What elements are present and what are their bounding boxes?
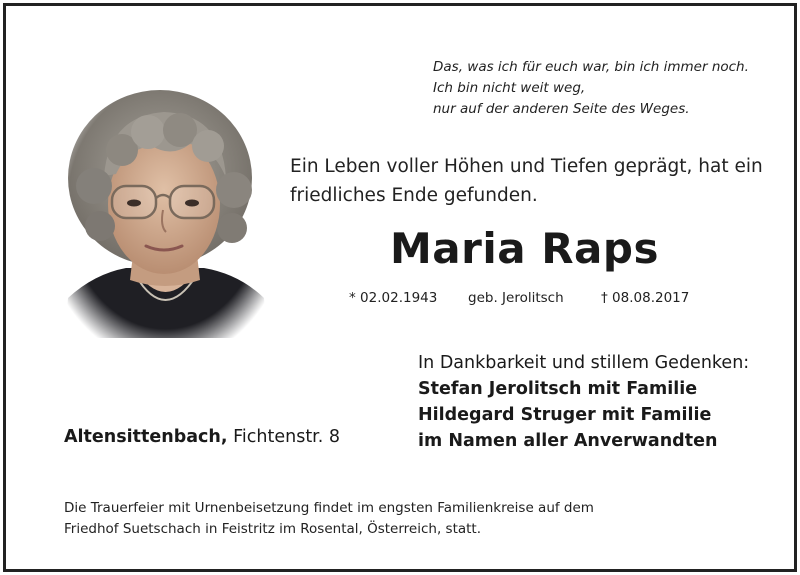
address-street: Fichtenstr. 8 [233, 427, 341, 447]
maiden-name: geb. Jerolitsch [468, 290, 564, 306]
intro-text [290, 152, 770, 210]
deceased-name: Maria Raps [390, 224, 659, 273]
mourner-1: Stefan Jerolitsch mit Familie [418, 379, 698, 399]
death-date: † 08.08.2017 [601, 290, 690, 306]
mourners-block [418, 350, 749, 454]
mourner-3: im Namen aller Anverwandten [418, 431, 718, 451]
funeral-notice [64, 498, 764, 540]
obituary-frame [3, 3, 797, 572]
quote-line-1: Das, was ich für euch war, bin ich immer noch. [433, 59, 749, 75]
birth-date: * 02.02.1943 [349, 290, 438, 306]
mourner-2: Hildegard Struger mit Familie [418, 405, 712, 425]
funeral-line-1: Die Trauerfeier mit Urnenbeisetzung findet im engsten Familienkreise auf dem [64, 500, 594, 516]
intro-line-2: friedliches Ende gefunden. [290, 185, 538, 206]
funeral-line-2: Friedhof Suetschach in Feistritz im Rosental, Österreich, statt. [64, 521, 482, 537]
quote-line-3: nur auf der anderen Seite des Weges. [433, 101, 690, 117]
intro-line-1: Ein Leben voller Höhen und Tiefen geprägt, hat ein [290, 156, 763, 177]
address-town: Altensittenbach, [64, 427, 228, 447]
address [64, 427, 340, 447]
memorial-quote [433, 57, 773, 120]
quote-line-2: Ich bin nicht weit weg, [433, 80, 586, 96]
portrait-photo [64, 86, 267, 338]
mourners-heading: In Dankbarkeit und stillem Gedenken: [418, 353, 750, 373]
